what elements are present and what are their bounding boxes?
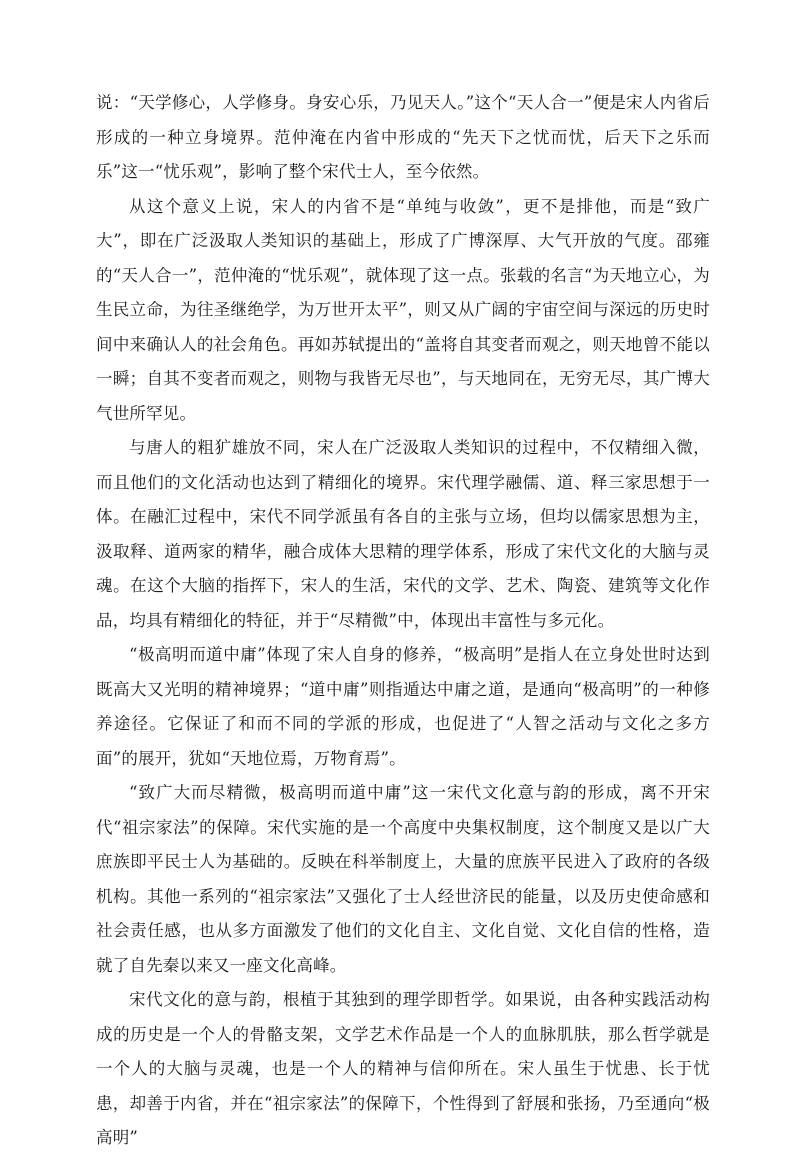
- paragraph-li-xue-zhe-xue: 宋代文化的意与韵，根植于其独到的理学即哲学。如果说，由各种实践活动构成的历史是一个人的骨骼支架，文学艺术作品是一个人的血脉肌肤，那么哲学就是一个人的大脑与灵魂，也是一个人的精神与信仰所在。宋人虽生于忧患、长于忧患，却善于内省，并在“祖宗家法”的保障下，个性得到了舒展和张扬，乃至通向“极高明”: [96, 990, 710, 1147]
- paragraph-zu-zong-jia-fa: “致广大而尽精微，极高明而道中庸”这一宋代文化意与韵的形成，离不开宋代“祖宗家法”的保障。宋代实施的是一个高度中央集权制度，这个制度又是以广大庶族即平民士人为基础的。反映在科举制度上，大量的庶族平民进入了政府的各级机构。其他一系列的“祖宗家法”又强化了士人经世济民的能量，以及历史使命感和社会责任感，也从多方面激发了他们的文化自主、文化自觉、文化自信的性格，造就了自先秦以来又一座文化高峰。: [96, 783, 710, 975]
- paragraph-ji-gao-ming: “极高明而道中庸”体现了宋人自身的修养，“极高明”是指人在立身处世时达到既高大又光明的精神境界；“道中庸”则指遁达中庸之道，是通向“极高明”的一种修养途径。它保证了和而不同的学派的形成，也促进了“人智之活动与文化之多方面”的展开，犹如“天地位焉，万物育焉”。: [96, 645, 710, 768]
- paragraph-jing-xi-hua: 与唐人的粗犷雄放不同，宋人在广泛汲取人类知识的过程中，不仅精细入微，而且他们的文化活动也达到了精细化的境界。宋代理学融儒、道、释三家思想于一体。在融汇过程中，宋代不同学派虽有各自的主张与立场，但均以儒家思想为主，汲取释、道两家的精华，融合成体大思精的理学体系，形成了宋代文化的大脑与灵魂。在这个大脑的指挥下，宋人的生活，宋代的文学、艺术、陶瓷、建筑等文化作品，均具有精细化的特征，并于“尽精微”中，体现出丰富性与多元化。: [96, 438, 710, 630]
- document-page: [96, 86, 710, 1156]
- paragraph-zhi-guang-da: 从这个意义上说，宋人的内省不是“单纯与收敛”，更不是排他，而是“致广大”，即在广泛汲取人类知识的基础上，形成了广博深厚、大气开放的气度。邵雍的“天人合一”，范仲淹的“忧乐观”，就体现了这一点。张载的名言“为天地立心，为生民立命，为往圣继绝学，为万世开太平”，则又从广阔的宇宙空间与深远的历史时间中来确认人的社会角色。再如苏轼提出的“盖将自其变者而观之，则天地曾不能以一瞬；自其不变者而观之，则物与我皆无尽也”，与天地同在，无穷无尽，其广博大气世所罕见。: [96, 196, 710, 423]
- paragraph-continued: 说：“天学修心，人学修身。身安心乐，乃见天人。”这个“天人合一”便是宋人内省后形成的一种立身境界。范仲淹在内省中形成的“先天下之忧而忧，后天下之乐而乐”这一“忧乐观”，影响了整个宋代士人，至今依然。: [96, 93, 710, 181]
